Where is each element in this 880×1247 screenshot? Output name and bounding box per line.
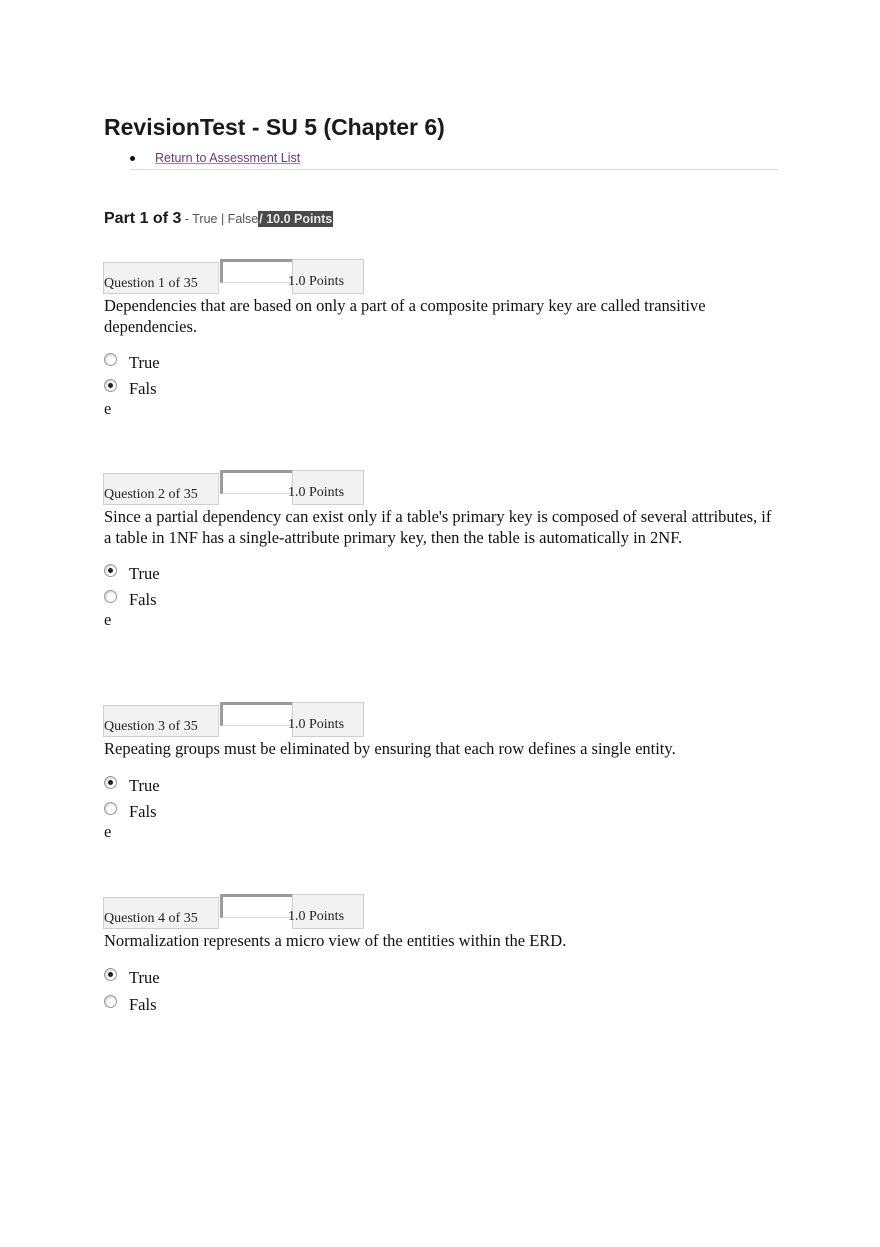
question-text: Since a partial dependency can exist only if a table's primary key is composed of several attributes, if a table in 1NF has a single-attribute primary key, then the table is automatically in 2NF.	[104, 507, 772, 547]
question-header	[104, 702, 776, 738]
question-points: 1.0 Points	[292, 894, 364, 929]
option-label-wrap: e	[104, 821, 112, 841]
score-input[interactable]	[220, 894, 294, 918]
bullet-icon	[130, 156, 135, 161]
score-input[interactable]	[220, 702, 294, 726]
option-true[interactable]	[104, 353, 776, 379]
question-number: Question 3 of 35	[103, 705, 219, 737]
radio-unchecked-icon[interactable]	[104, 995, 117, 1008]
score-input[interactable]	[220, 259, 294, 283]
option-label: Fals	[129, 994, 157, 1014]
question-header	[104, 470, 776, 506]
option-true[interactable]	[104, 776, 776, 802]
part-title: Part 1 of 3	[104, 210, 182, 227]
question-text: Dependencies that are based on only a part of a composite primary key are called transitive dependencies.	[104, 296, 706, 336]
question-4	[104, 894, 776, 1021]
question-1	[104, 259, 776, 425]
return-to-assessment-list-link[interactable]: Return to Assessment List	[155, 151, 301, 165]
question-3	[104, 702, 776, 848]
radio-unchecked-icon[interactable]	[104, 802, 117, 815]
radio-unchecked-icon[interactable]	[104, 353, 117, 366]
option-label: Fals	[129, 801, 157, 821]
option-false[interactable]	[104, 590, 776, 636]
radio-unchecked-icon[interactable]	[104, 590, 117, 603]
question-points: 1.0 Points	[292, 259, 364, 294]
question-header	[104, 894, 776, 930]
question-text: Repeating groups must be eliminated by ensuring that each row defines a single entity.	[104, 739, 676, 758]
option-label: Fals	[129, 590, 157, 609]
part-separator: -	[181, 212, 193, 226]
radio-checked-icon[interactable]	[104, 379, 117, 392]
option-label-wrap: e	[104, 610, 112, 629]
answer-options	[104, 353, 776, 425]
option-true[interactable]	[104, 968, 776, 995]
question-number: Question 2 of 35	[103, 473, 219, 505]
question-header	[104, 259, 776, 295]
part-points-badge: / 10.0 Points	[259, 212, 333, 226]
question-number: Question 1 of 35	[103, 262, 219, 294]
question-text: Normalization represents a micro view of the entities within the ERD.	[104, 931, 567, 950]
page-title: RevisionTest - SU 5 (Chapter 6)	[104, 114, 445, 140]
option-false[interactable]	[104, 802, 776, 848]
answer-options	[104, 968, 776, 1021]
option-label-wrap: e	[104, 399, 112, 418]
score-input[interactable]	[220, 470, 294, 494]
option-label: True	[129, 564, 160, 583]
divider	[130, 169, 778, 170]
part-question-type: True | False	[192, 212, 259, 226]
part-heading	[104, 210, 333, 228]
option-label: True	[129, 967, 160, 987]
question-points: 1.0 Points	[292, 702, 364, 737]
answer-options	[104, 564, 776, 636]
option-false[interactable]	[104, 995, 776, 1021]
radio-checked-icon[interactable]	[104, 776, 117, 789]
question-number: Question 4 of 35	[103, 897, 219, 929]
question-points: 1.0 Points	[292, 470, 364, 505]
question-2	[104, 470, 776, 636]
option-false[interactable]	[104, 379, 776, 425]
answer-options	[104, 776, 776, 848]
radio-checked-icon[interactable]	[104, 968, 117, 981]
option-true[interactable]	[104, 564, 776, 590]
option-label: True	[129, 353, 160, 372]
option-label: Fals	[129, 379, 157, 398]
radio-checked-icon[interactable]	[104, 564, 117, 577]
option-label: True	[129, 775, 160, 795]
